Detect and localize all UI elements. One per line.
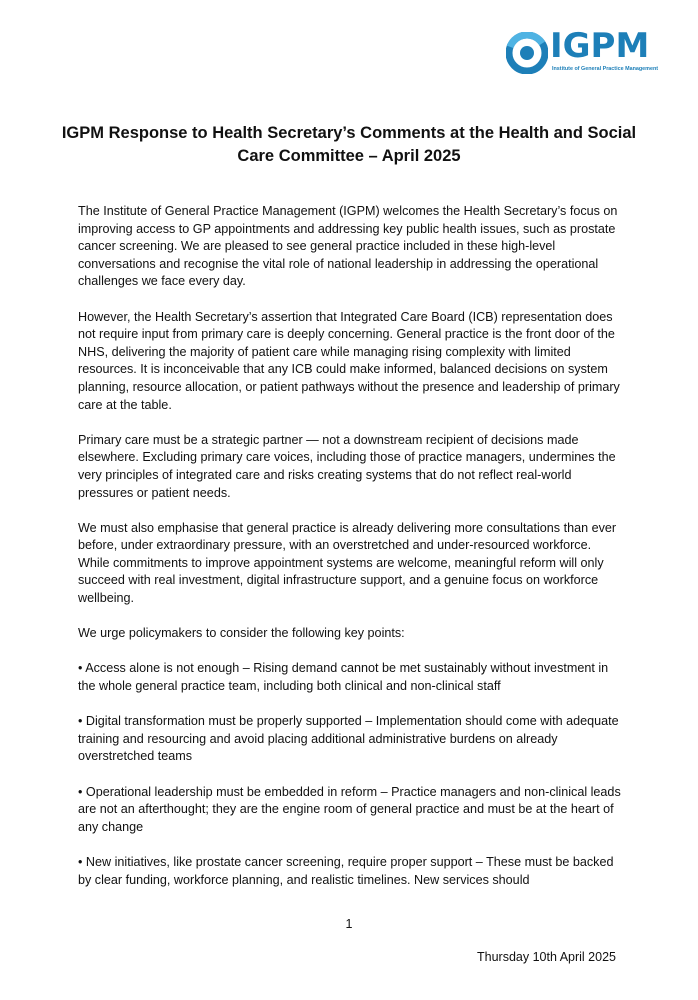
igpm-logo-icon xyxy=(506,32,548,74)
bullet-point: • New initiatives, like prostate cancer screening, require proper support – These must be backed by clear funding, workforce planning, and realistic timelines. New services should xyxy=(78,854,614,887)
paragraph: The Institute of General Practice Management (IGPM) welcomes the Health Secretary’s focus on improving access to GP appointments and addressing key public health issues, such as prostate cancer screening. We are pleased to see general practice included in these high-level conversations and recognise the vital role of national leadership in addressing the operational challenges we face every day. xyxy=(78,204,618,289)
bullet-point: • Operational leadership must be embedded in reform – Practice managers and non-clinical leads are not an afterthought; they are the engine room of general practice and must be at the heart of any change xyxy=(78,784,621,834)
bullet-point: • Digital transformation must be properly supported – Implementation should come with adequate training and resourcing and avoid placing additional administrative burdens on already overstretched teams xyxy=(78,714,619,764)
paragraph: Primary care must be a strategic partner — not a downstream recipient of decisions made elsewhere. Excluding primary care voices, including those of practice managers, undermines the very principles of integrated care and risks creating systems that do not reflect real-world pressures or patient needs. xyxy=(78,432,616,500)
paragraph: We urge policymakers to consider the following key points: xyxy=(78,626,405,641)
bullet-point: • Access alone is not enough – Rising demand cannot be met sustainably without investment in the whole general practice team, including both clinical and non-clinical staff xyxy=(78,661,609,694)
igpm-logo xyxy=(506,26,666,76)
logo-wordmark: IGPM xyxy=(550,26,650,66)
document-body xyxy=(78,203,623,907)
footer-date: Thursday 10th April 2025 xyxy=(477,950,616,964)
document-title: IGPM Response to Health Secretary’s Comments at the Health and Social Care Committee – April 2025 xyxy=(61,124,637,165)
paragraph: We must also emphasise that general practice is already delivering more consultations than ever before, under extraordinary pressure, with an overstretched and under-resourced workforce. While commitments to improve appointment systems are welcome, meaningful reform will only succeed with real investment, digital infrastructure support, and a genuine focus on workforce wellbeing. xyxy=(78,520,617,606)
logo-subtitle: Institute of General Practice Management xyxy=(552,66,659,72)
paragraph: However, the Health Secretary’s assertion that Integrated Care Board (ICB) representation does not require input from primary care is deeply concerning. General practice is the front door of the NHS, delivering the majority of patient care while managing rising complexity with limited resources. It is inconceivable that any ICB could make informed, balanced decisions on system planning, resource allocation, or patient pathways without the presence and leadership of primary care at the table. xyxy=(78,309,620,412)
page-number: 1 xyxy=(345,917,353,931)
